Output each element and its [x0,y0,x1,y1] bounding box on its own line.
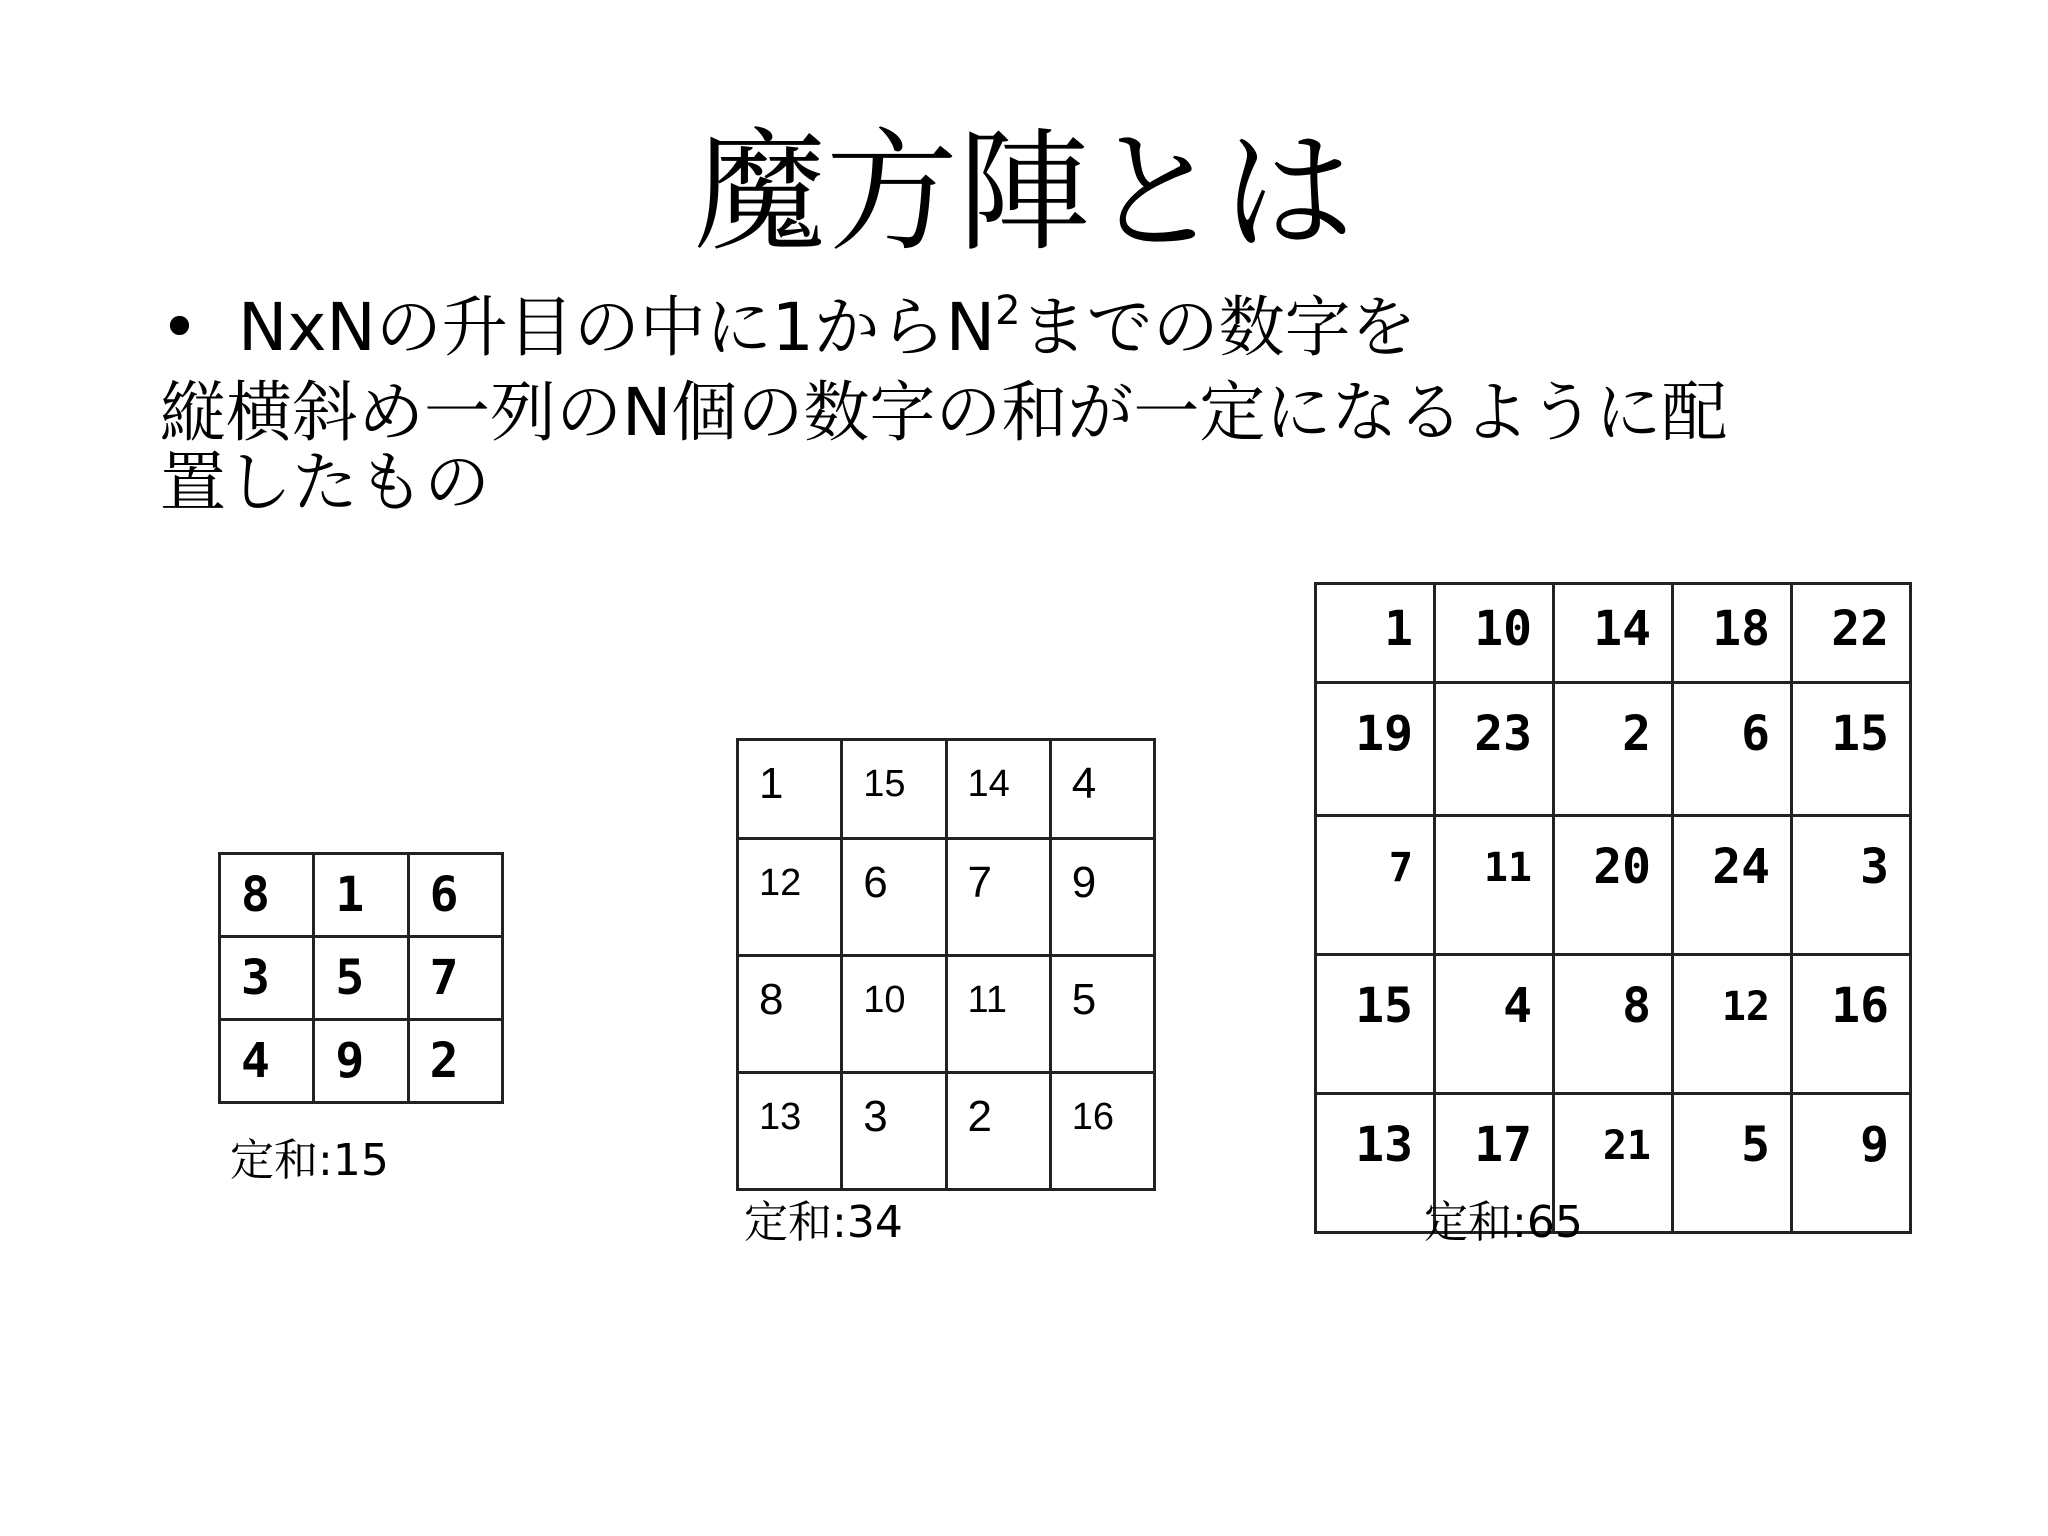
table-cell: 20 [1554,816,1673,955]
body-line-2: 置したもの [160,444,490,521]
table-cell: 9 [1792,1094,1911,1233]
table-cell: 6 [842,839,946,956]
table-cell: 3 [1792,816,1911,955]
magic-square-3x3 [218,852,504,1104]
table-row [738,740,1155,839]
table-cell: 12 [738,839,842,956]
table-row [220,854,503,937]
table-row [738,1073,1155,1190]
bullet-marker: • [160,289,199,366]
table-cell: 1 [738,740,842,839]
table-row [1316,584,1911,683]
bullet-text-tail: までの数字を [1020,289,1417,366]
table-cell: 14 [946,740,1050,839]
table-cell: 21 [1554,1094,1673,1233]
table-row [220,937,503,1020]
magic-sum-caption-3x3: 定和:15 [230,1135,389,1186]
table-cell: 8 [220,854,314,937]
table-cell: 1 [1316,584,1435,683]
table-cell: 16 [1050,1073,1154,1190]
table-cell: 18 [1673,584,1792,683]
table-cell: 11 [946,956,1050,1073]
table-row [1316,955,1911,1094]
table-cell: 3 [842,1073,946,1190]
table-row [1316,1094,1911,1233]
table-row [738,839,1155,956]
table-cell: 5 [1050,956,1154,1073]
table-cell: 6 [1673,683,1792,816]
table-cell: 7 [946,839,1050,956]
table-cell: 10 [842,956,946,1073]
table-cell: 7 [1316,816,1435,955]
table-cell: 1 [314,854,408,937]
table-cell: 22 [1792,584,1911,683]
magic-square-5x5 [1314,582,1912,1234]
table-cell: 2 [946,1073,1050,1190]
table-cell: 8 [738,956,842,1073]
table-row [1316,816,1911,955]
magic-sum-caption-4x4: 定和:34 [744,1197,903,1248]
table-cell: 13 [1316,1094,1435,1233]
table-cell: 14 [1554,584,1673,683]
table-row [220,1020,503,1103]
bullet-superscript: 2 [995,288,1021,334]
table-cell: 2 [408,1020,502,1103]
table-cell: 5 [314,937,408,1020]
table-cell: 4 [1435,955,1554,1094]
table-cell: 19 [1316,683,1435,816]
table-cell: 16 [1792,955,1911,1094]
table-cell: 4 [220,1020,314,1103]
table-row [738,956,1155,1073]
table-cell: 2 [1554,683,1673,816]
table-cell: 6 [408,854,502,937]
table-cell: 5 [1673,1094,1792,1233]
table-cell: 17 [1435,1094,1554,1233]
table-cell: 9 [314,1020,408,1103]
table-cell: 4 [1050,740,1154,839]
slide-title: 魔方陣とは [694,116,1354,270]
table-cell: 24 [1673,816,1792,955]
table-cell: 23 [1435,683,1554,816]
table-cell: 15 [842,740,946,839]
magic-sum-caption-5x5: 定和:65 [1424,1197,1583,1248]
table-cell: 7 [408,937,502,1020]
bullet-text-main: NxNの升目の中に1からN [238,289,996,366]
table-row [1316,683,1911,816]
table-cell: 11 [1435,816,1554,955]
table-cell: 15 [1316,955,1435,1094]
body-text [160,374,1940,521]
table-cell: 10 [1435,584,1554,683]
table-cell: 15 [1792,683,1911,816]
body-line-1: 縦横斜め一列のN個の数字の和が一定になるように配 [160,374,1728,451]
table-cell: 3 [220,937,314,1020]
table-cell: 8 [1554,955,1673,1094]
table-cell: 13 [738,1073,842,1190]
magic-square-4x4 [736,738,1156,1191]
table-cell: 9 [1050,839,1154,956]
bullet-text [238,288,1417,368]
table-cell: 12 [1673,955,1792,1094]
